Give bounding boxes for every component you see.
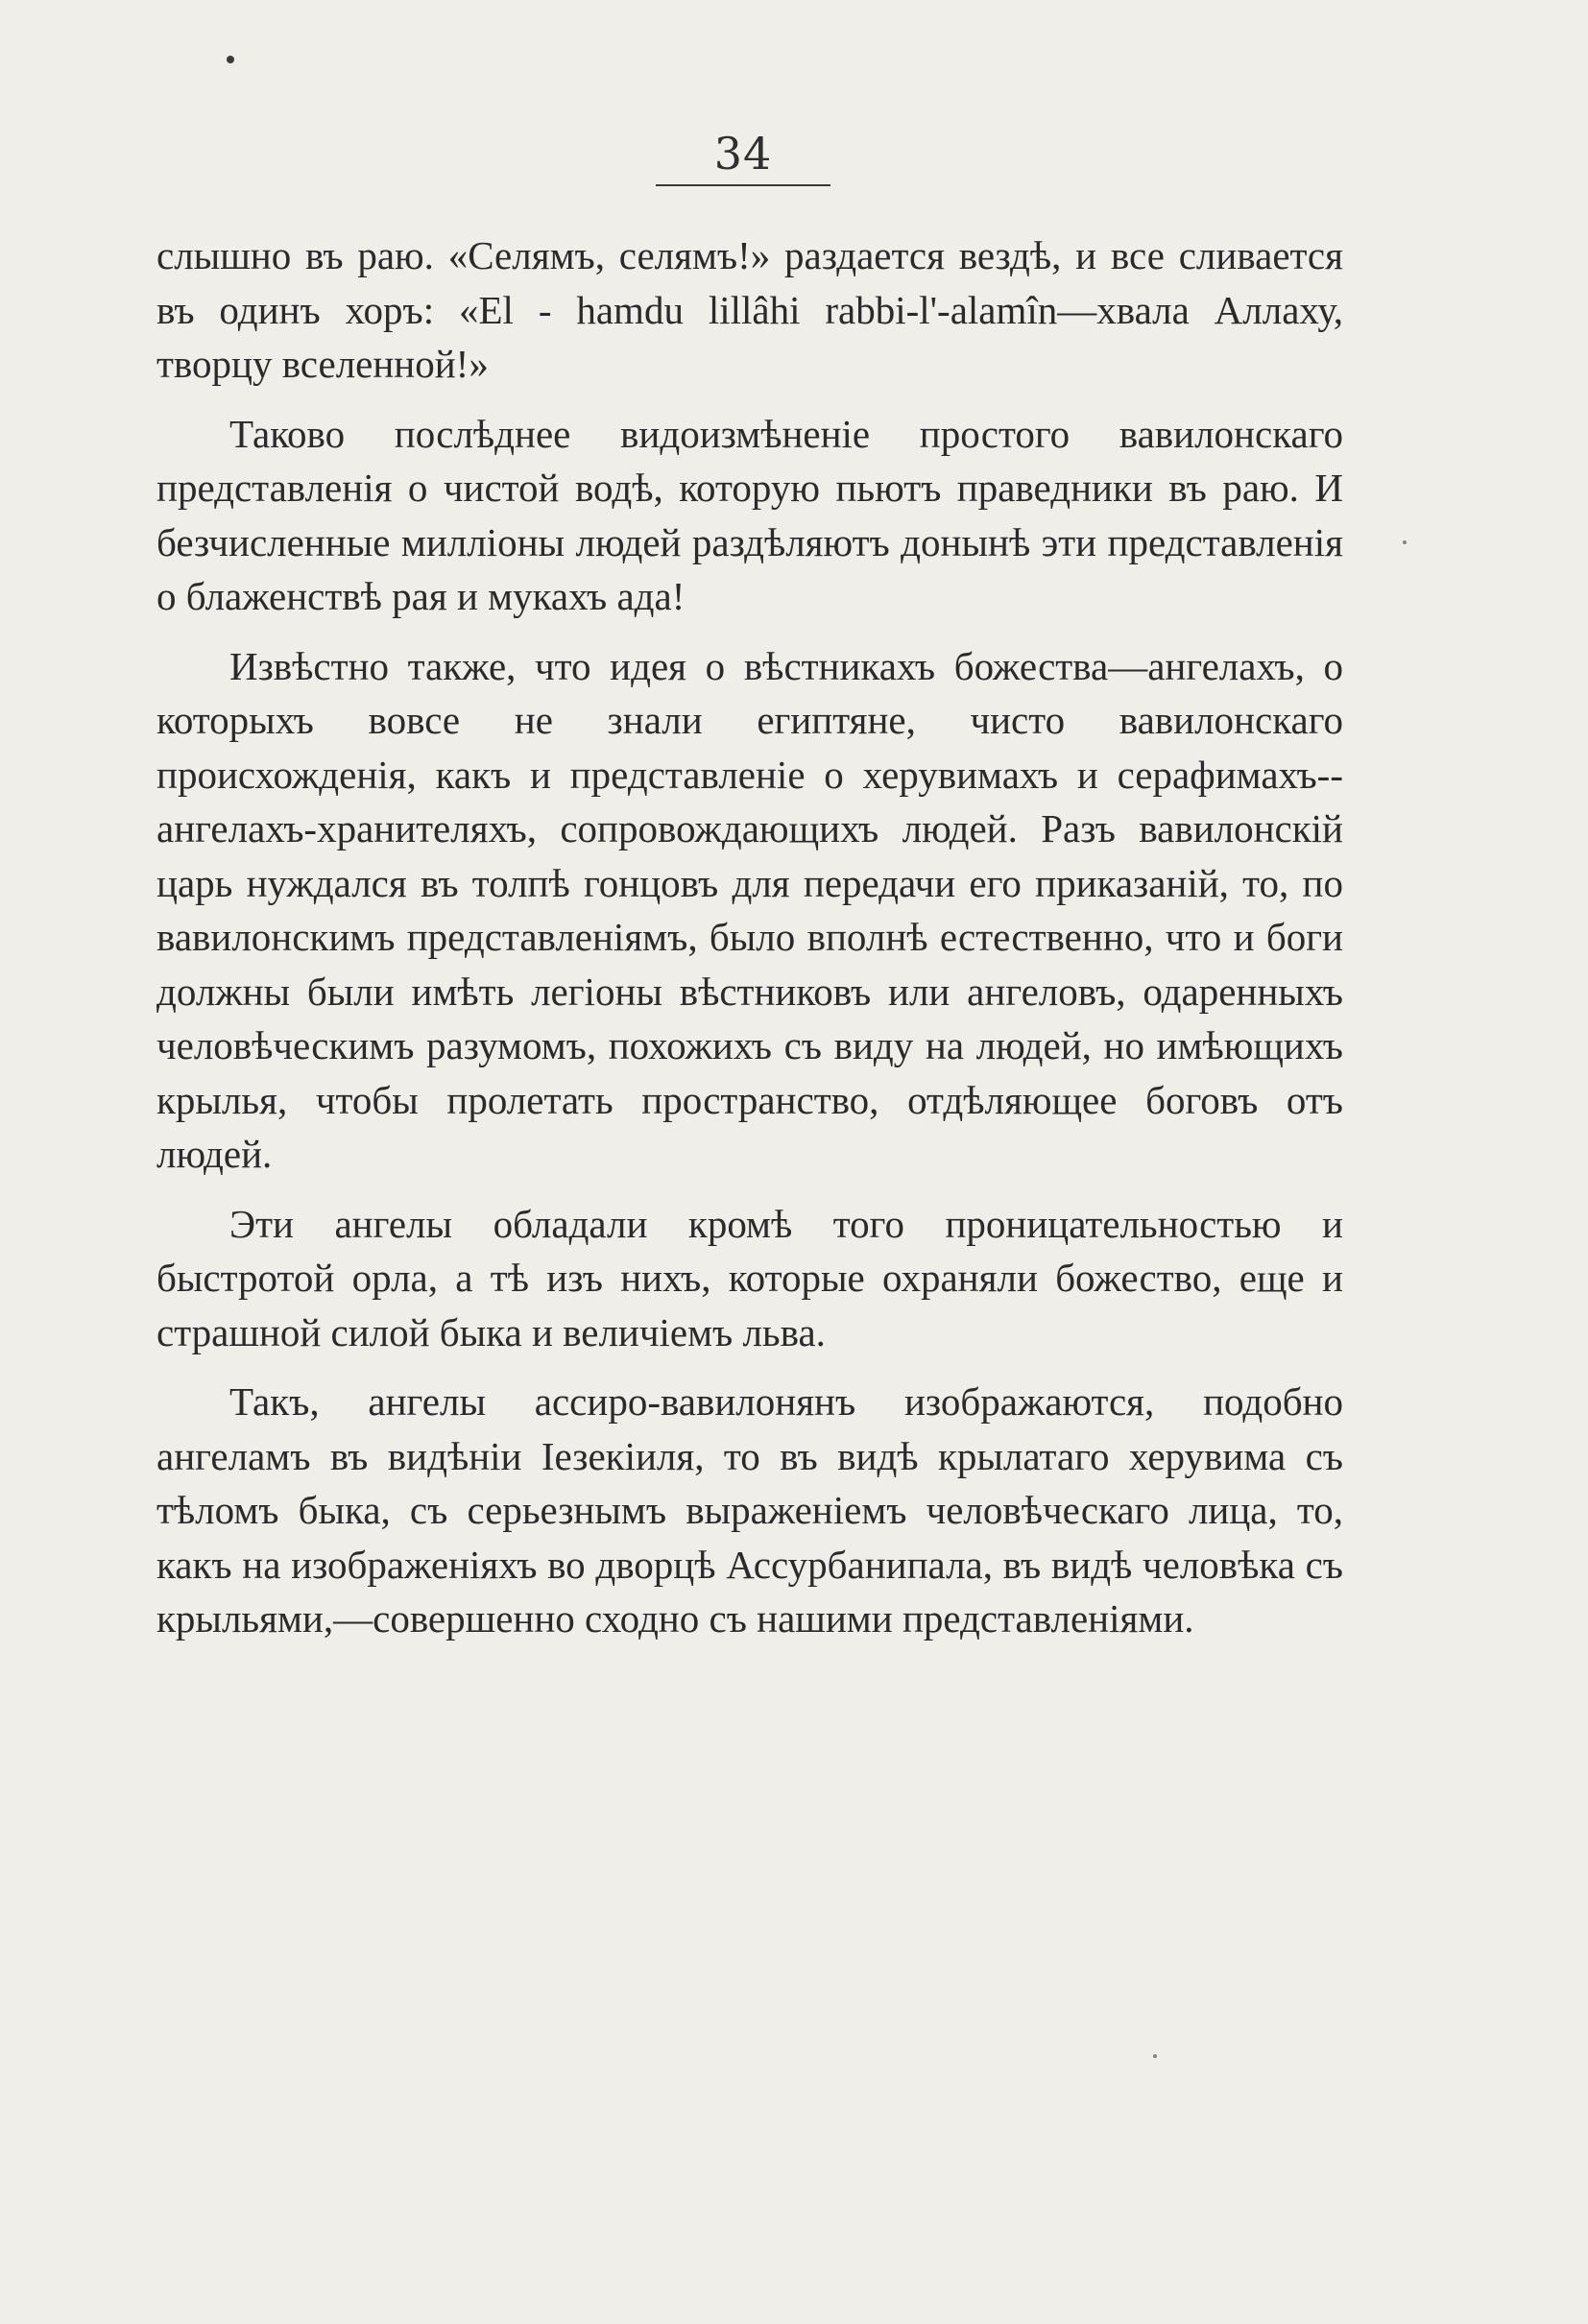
ink-speck	[1403, 540, 1407, 544]
page-number: 34	[713, 128, 773, 180]
body-text	[156, 228, 1343, 1662]
paragraph-4: Эти ангелы обладали кромѣ того проницательностью и быстротой орла, а тѣ изъ нихъ, которые охраняли божество, еще и страшной силой быка и величіемъ льва.	[156, 1201, 1343, 1354]
paragraph-3: Извѣстно также, что идея о вѣстникахъ божества—ангелахъ, о которыхъ вовсе не знали египтяне, чисто вавилонскаго происхожденія, какъ и представленіе о херувимахъ и серафимахъ--ангелахъ-хранителяхъ, сопровождающихъ людей. Разъ вавилонскій царь нуждался въ толпѣ гонцовъ для передачи его приказаній, то, по вавилонскимъ представленіямъ, было вполнѣ естественно, что и боги должны были имѣть легіоны вѣстниковъ или ангеловъ, одаренныхъ человѣческимъ разумомъ, похожихъ съ виду на людей, но имѣющихъ крылья, чтобы пролетать пространство, отдѣляющее боговъ отъ людей.	[156, 643, 1343, 1176]
ink-speck	[1153, 2054, 1157, 2058]
paragraph-1: слышно въ раю. «Селямъ, селямъ!» раздается вездѣ, и все сливается въ одинъ хоръ: «El - hamdu lillâhi rabbi-l'-alamîn—хвала Аллаху, творцу вселенной!»	[156, 233, 1343, 386]
ink-speck	[227, 56, 234, 63]
paragraph-2: Таково послѣднее видоизмѣненіе простого вавилонскаго представленія о чистой водѣ, которую пьютъ праведники въ раю. И безчисленные милліоны людей раздѣляютъ донынѣ эти представленія о блаженствѣ рая и мукахъ ада!	[156, 411, 1343, 618]
page-number-rule	[656, 184, 830, 186]
paragraph-5: Такъ, ангелы ассиро-вавилонянъ изображаются, подобно ангеламъ въ видѣніи Іезекіиля, то въ видѣ крылатаго херувима съ тѣломъ быка, съ серьезнымъ выраженіемъ человѣческаго лица, то, какъ на изображеніяхъ во дворцѣ Ассурбанипала, въ видѣ человѣка съ крыльями,—совершенно сходно съ нашими представленіями.	[156, 1379, 1343, 1641]
